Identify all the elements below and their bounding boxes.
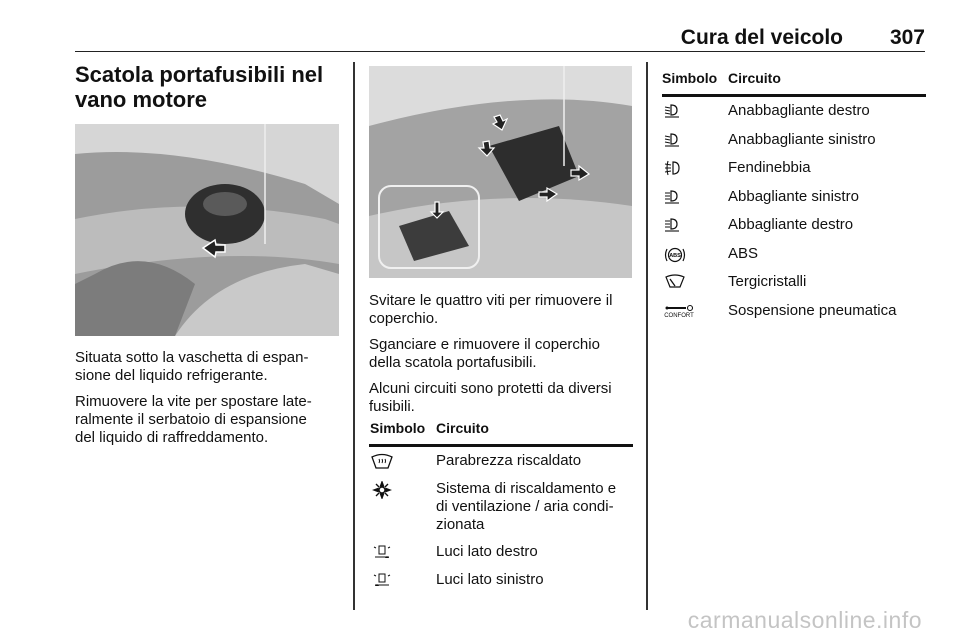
table-header (662, 68, 926, 97)
circuit-label: Abbagliante sinistro (728, 188, 859, 205)
section-heading: Scatola portafusibili nel vano motore (75, 62, 324, 112)
circuit-label: Sistema di riscaldamento e di ventilazione / aria condi- zionata (436, 480, 617, 533)
fuse-table-2 (662, 68, 926, 319)
low-beam-left-icon (664, 132, 686, 148)
svg-text:ABS: ABS (669, 253, 681, 259)
page-number: 307 (889, 26, 925, 49)
wiper-icon (664, 274, 686, 290)
circuit-label: Luci lato destro (436, 543, 538, 560)
fan-icon (371, 481, 393, 497)
location-paragraph: Situata sotto la vaschetta di espan- sione del liquido refrigerante. (75, 349, 309, 384)
high-beam-left-icon (664, 189, 686, 205)
fuse-table-1 (369, 418, 633, 588)
unscrew-paragraph: Svitare le quattro viti per rimuovere il coperchio. (369, 292, 613, 327)
circuit-label: Luci lato sinistro (436, 571, 544, 588)
circuit-label: Fendinebbia (728, 159, 811, 176)
page-header (75, 24, 925, 52)
section-title: Cura del veicolo (680, 26, 843, 49)
table-header (369, 418, 633, 447)
unhook-paragraph: Sganciare e rimuovere il coperchio della scatola portafusibili. (369, 336, 600, 371)
air-suspension-icon (662, 303, 698, 319)
header-circuit: Circuito (728, 70, 781, 86)
circuit-label: Anabbagliante sinistro (728, 131, 876, 148)
heated-windscreen-icon (371, 453, 393, 469)
column-2-text (369, 292, 639, 424)
engine-bay-photo-1 (75, 124, 339, 336)
fog-light-icon (664, 160, 686, 176)
column-divider-1 (353, 62, 355, 610)
header-circuit: Circuito (436, 420, 489, 436)
side-light-left-icon (371, 572, 393, 588)
circuits-paragraph: Alcuni circuiti sono protetti da diversi fusibili. (369, 380, 612, 415)
side-light-right-icon (371, 544, 393, 560)
svg-text:CONFORT: CONFORT (664, 313, 694, 319)
high-beam-right-icon (664, 217, 686, 233)
low-beam-right-icon (664, 103, 686, 119)
circuit-label: Anabbagliante destro (728, 102, 870, 119)
watermark: carmanualsonline.info (687, 607, 922, 633)
header-symbol: Simbolo (370, 420, 426, 436)
circuit-label: Sospensione pneumatica (728, 302, 897, 319)
circuit-label: Parabrezza riscaldato (436, 452, 582, 469)
column-divider-2 (646, 62, 648, 610)
circuit-label: Tergicristalli (728, 273, 807, 290)
header-symbol: Simbolo (662, 70, 718, 86)
instruction-paragraph: Rimuovere la vite per spostare late- ralmente il serbatoio di espansione del liquido di raffreddamento. (75, 393, 312, 446)
column-1 (75, 62, 340, 112)
abs-icon (664, 246, 686, 262)
circuit-label: ABS (728, 245, 759, 262)
engine-bay-photo-2 (369, 66, 632, 278)
circuit-label: Abbagliante destro (728, 216, 854, 233)
column-1-text (75, 349, 345, 455)
